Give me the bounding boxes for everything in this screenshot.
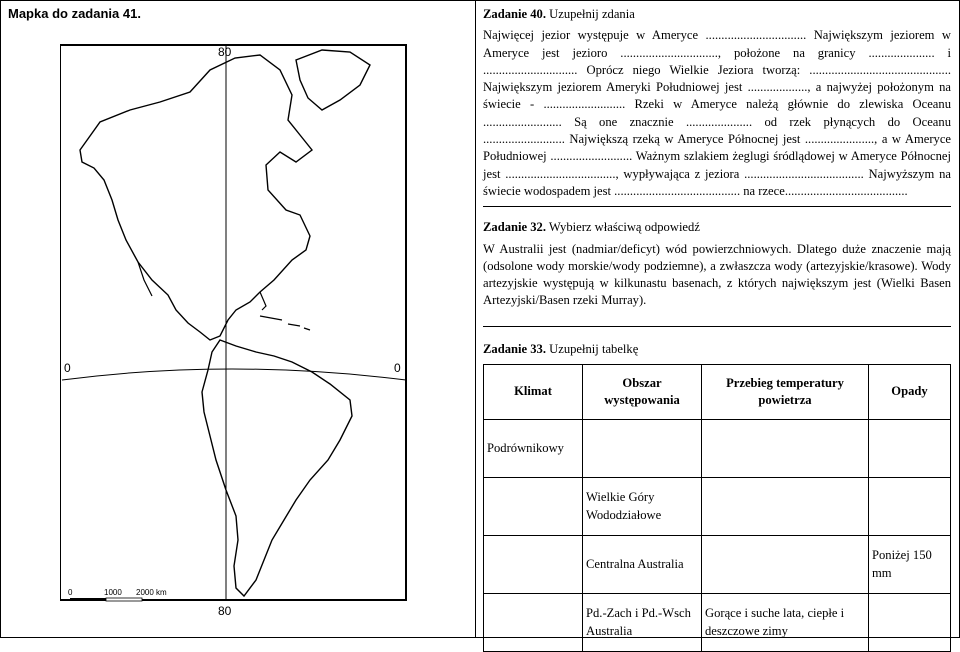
south-america-shape	[202, 340, 352, 596]
table-cell[interactable]	[869, 594, 951, 652]
scale-label-2000: 2000 km	[136, 588, 167, 597]
task-33	[483, 341, 951, 652]
florida-peninsula	[260, 292, 266, 310]
map-frame	[60, 45, 406, 600]
tasks-column	[483, 6, 951, 652]
table-row	[484, 420, 951, 478]
table-cell[interactable]	[484, 594, 583, 652]
caribbean-islands	[260, 316, 310, 330]
task-40-title: Zadanie 40.	[483, 7, 546, 21]
americas-outline-map	[60, 40, 420, 620]
task-33-instruction: Uzupełnij tabelkę	[545, 341, 639, 356]
table-row	[484, 478, 951, 536]
scale-label-1000: 1000	[104, 588, 122, 597]
scale-label-0: 0	[68, 588, 73, 597]
equator-line	[62, 369, 406, 380]
header-climate: Klimat	[484, 365, 583, 420]
header-precipitation: Opady	[869, 365, 951, 420]
table-cell[interactable]: Pd.-Zach i Pd.-Wsch Australia	[583, 594, 702, 652]
task-32	[483, 219, 951, 309]
baja-peninsula	[138, 262, 152, 296]
table-header-row	[484, 365, 951, 420]
task-32-instruction: Wybierz właściwą odpowiedź	[545, 220, 700, 235]
table-cell[interactable]	[869, 478, 951, 536]
table-cell[interactable]: Gorące i suche lata, ciepłe i deszczowe zimy	[702, 594, 869, 652]
table-row	[484, 536, 951, 594]
task-40-text: Najwięcej jezior występuje w Ameryce ................................ Największym jeziorem w Ameryce jest jezioro ..............................., położone na granicy ..................... i .............................. Oprócz niego Wielkie Jeziora tworzą: ............................................. Największym jeziorem Ameryki Południowej jest ..................., a najwyżej położonym na świecie - .......................... Rzeki w Ameryce należą głównie do zlewiska Oceanu ......................... Są one znacznie ..................... od rzek płynących do Oceanu .......................... Największą rzeką w Ameryce Północnej jest ......................, a w Ameryce Południowej .......................... Ważnym szlakiem żeglugi śródlądowej w Ameryce Północnej jest ..................................., wypływająca z jeziora ...................................... Najwyższym na świecie wodospadem jest ........................................ na rzece.......................................	[483, 28, 951, 198]
table-cell[interactable]	[583, 420, 702, 478]
map-title: Mapka do zadania 41.	[8, 6, 141, 21]
header-temperature: Przebieg temperatury powietrza	[702, 365, 869, 420]
north-america-shape	[80, 55, 312, 340]
table-cell[interactable]: Centralna Australia	[583, 536, 702, 594]
task-40	[483, 6, 951, 200]
table-cell[interactable]	[702, 420, 869, 478]
separator-2	[483, 326, 951, 327]
equator-right-label: 0	[394, 361, 401, 375]
bottom-longitude-label: 80	[218, 604, 232, 618]
table-cell[interactable]	[702, 536, 869, 594]
table-row	[484, 594, 951, 652]
climate-table	[483, 364, 951, 652]
task-33-title: Zadanie 33.	[483, 341, 546, 356]
top-longitude-label: 80	[218, 45, 232, 59]
task-32-title: Zadanie 32.	[483, 220, 546, 235]
table-cell[interactable]	[702, 478, 869, 536]
table-cell[interactable]	[869, 420, 951, 478]
column-divider	[475, 0, 476, 638]
table-cell[interactable]	[484, 478, 583, 536]
header-area: Obszar występowania	[583, 365, 702, 420]
task-40-instruction: Uzupełnij zdania	[545, 7, 635, 21]
table-cell[interactable]: Podrównikowy	[484, 420, 583, 478]
table-cell[interactable]	[484, 536, 583, 594]
separator-1	[483, 206, 951, 207]
equator-left-label: 0	[64, 361, 71, 375]
table-cell[interactable]: Wielkie Góry Wododziałowe	[583, 478, 702, 536]
task-32-text: W Australii jest (nadmiar/deficyt) wód powierzchniowych. Dlatego duże znaczenie mają (odsolone wody morskie/wody podziemne), a zwłaszcza wody (artezyjskie/krasowe). Wody artezyjskie występują w kilkunastu basenach, z których największym jest (Wielki Basen Artezyjski/Basen rzeki Murray).	[483, 241, 951, 308]
table-cell[interactable]: Poniżej 150 mm	[869, 536, 951, 594]
greenland-shape	[296, 50, 370, 110]
